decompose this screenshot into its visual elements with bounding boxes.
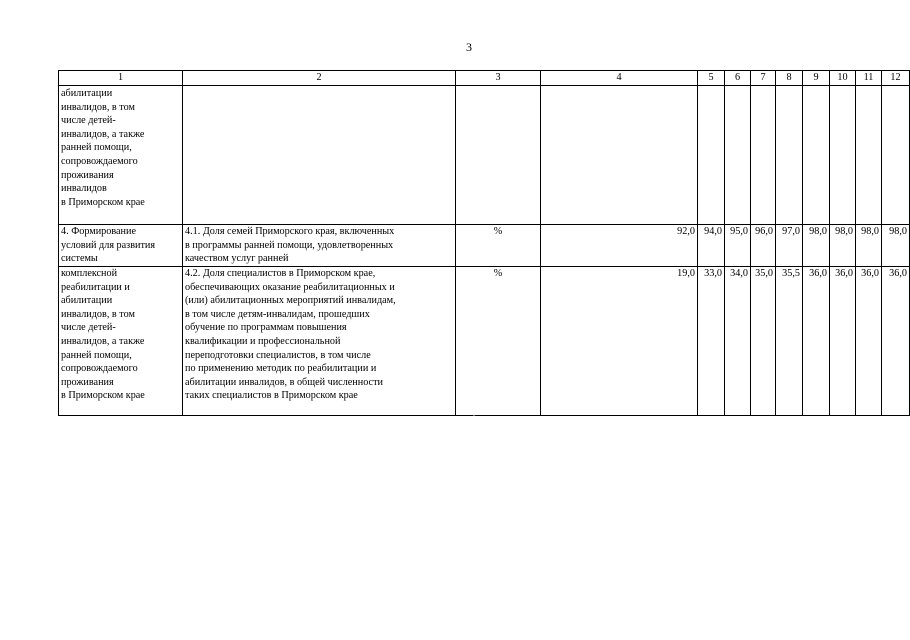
unit-cell <box>456 86 541 225</box>
indicators-table <box>58 70 910 416</box>
indicator-cell <box>183 86 456 225</box>
header-cell: 4 <box>541 71 698 86</box>
unit-cell: % <box>456 267 541 416</box>
value-cell: 35,0 <box>751 267 776 416</box>
header-cell: 2 <box>183 71 456 86</box>
value-cell: 98,0 <box>856 225 882 267</box>
value-cell <box>882 86 910 225</box>
scan-speck <box>473 415 475 416</box>
value-cell: 36,0 <box>830 267 856 416</box>
value-cell <box>698 86 725 225</box>
value-cell <box>856 86 882 225</box>
base-value-cell <box>541 86 698 225</box>
value-cell: 95,0 <box>725 225 751 267</box>
header-cell: 11 <box>856 71 882 86</box>
value-cell <box>776 86 803 225</box>
value-cell <box>830 86 856 225</box>
value-cell: 98,0 <box>882 225 910 267</box>
header-cell: 6 <box>725 71 751 86</box>
indicator-cell: 4.2. Доля специалистов в Приморском крае, обеспечивающих оказание реабилитационных и (или) абилитационных мероприятий инвалидам, в том числе детям-инвалидам, прошедших обучение по программам повышения квалификации и профессиональной переподготовки специалистов, в том числе по применению методик по реабилитации и абилитации инвалидов, в общей численности таких специалистов в Приморском крае <box>183 267 456 416</box>
value-cell: 94,0 <box>698 225 725 267</box>
value-cell: 34,0 <box>725 267 751 416</box>
header-cell: 5 <box>698 71 725 86</box>
value-cell: 97,0 <box>776 225 803 267</box>
value-cell: 35,5 <box>776 267 803 416</box>
base-value-cell: 92,0 <box>541 225 698 267</box>
value-cell: 33,0 <box>698 267 725 416</box>
header-cell: 1 <box>59 71 183 86</box>
header-cell: 7 <box>751 71 776 86</box>
goal-cell: абилитации инвалидов, в том числе детей- инвалидов, а также ранней помощи, сопровождаемого проживания инвалидов в Приморском крае <box>59 86 183 225</box>
header-cell: 8 <box>776 71 803 86</box>
goal-cell: комплексной реабилитации и абилитации инвалидов, в том числе детей- инвалидов, а также ранней помощи, сопровождаемого проживания в Приморском крае <box>59 267 183 416</box>
table-row <box>59 267 910 416</box>
value-cell: 98,0 <box>803 225 830 267</box>
page-number: 3 <box>466 40 472 54</box>
value-cell <box>751 86 776 225</box>
value-cell: 96,0 <box>751 225 776 267</box>
header-cell: 3 <box>456 71 541 86</box>
header-cell: 10 <box>830 71 856 86</box>
base-value-cell: 19,0 <box>541 267 698 416</box>
value-cell: 36,0 <box>882 267 910 416</box>
header-cell: 12 <box>882 71 910 86</box>
table-row <box>59 86 910 225</box>
unit-cell: % <box>456 225 541 267</box>
indicator-cell: 4.1. Доля семей Приморского края, включенных в программы ранней помощи, удовлетворенных качеством услуг ранней <box>183 225 456 267</box>
table-header-row <box>59 71 910 86</box>
goal-cell: 4. Формирование условий для развития системы <box>59 225 183 267</box>
value-cell: 36,0 <box>856 267 882 416</box>
value-cell <box>803 86 830 225</box>
value-cell: 36,0 <box>803 267 830 416</box>
value-cell: 98,0 <box>830 225 856 267</box>
value-cell <box>725 86 751 225</box>
header-cell: 9 <box>803 71 830 86</box>
table-row <box>59 225 910 267</box>
